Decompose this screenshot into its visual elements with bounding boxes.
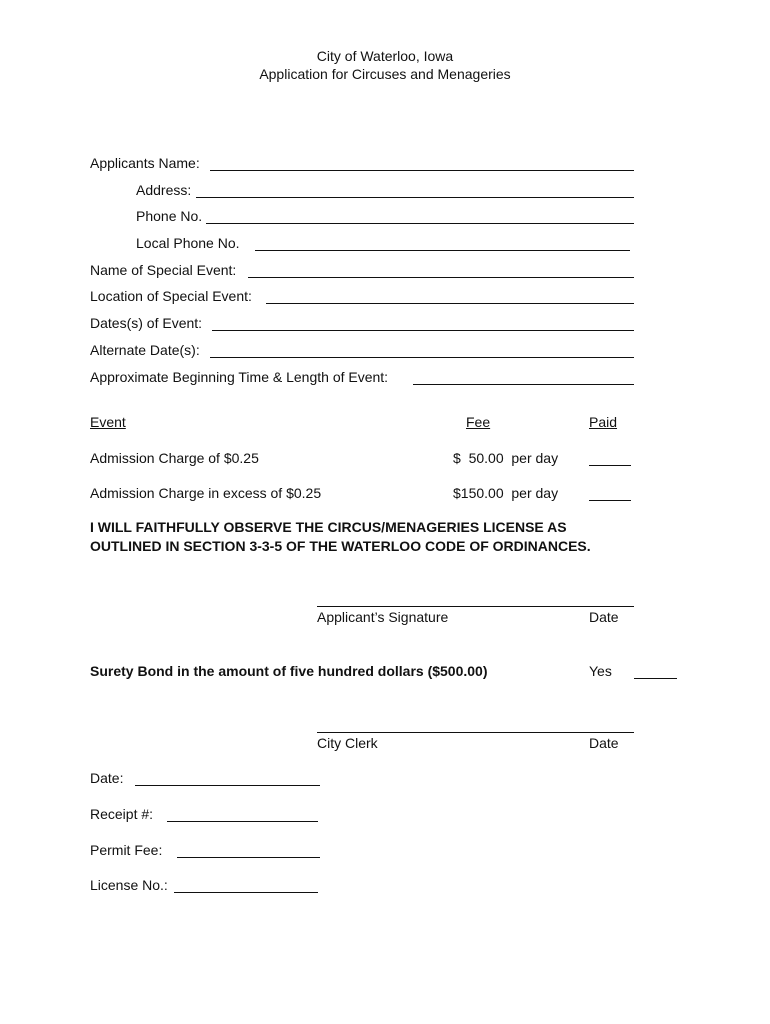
applicants-name-label: Applicants Name:	[90, 155, 200, 171]
office-date-label: Date:	[90, 770, 124, 786]
phone-field[interactable]	[206, 207, 634, 224]
table-header-paid: Paid	[589, 414, 618, 430]
statement-line: OUTLINED IN SECTION 3-3-5 OF THE WATERLOO CODE OF ORDINANCES.	[90, 538, 591, 554]
dates-label: Dates(s) of Event:	[90, 315, 203, 331]
header-city: City of Waterloo, Iowa	[316, 48, 454, 64]
alternate-dates-field[interactable]	[210, 341, 634, 358]
clerk-date-label: Date	[589, 735, 619, 751]
surety-yes-label: Yes	[589, 663, 612, 679]
local-phone-field[interactable]	[255, 234, 630, 251]
time-length-label: Approximate Beginning Time & Length of Event:	[90, 369, 389, 385]
alternate-dates-label: Alternate Date(s):	[90, 342, 200, 358]
applicant-signature-field[interactable]	[317, 590, 634, 607]
page-title: Application for Circuses and Menageries	[259, 66, 511, 82]
city-clerk-signature-field[interactable]	[317, 716, 634, 733]
fee-row-amount: $ 50.00 per day	[453, 450, 559, 466]
applicants-name-field[interactable]	[210, 154, 634, 171]
fee-row-event: Admission Charge of $0.25	[90, 450, 259, 466]
signature-date-label: Date	[589, 609, 619, 625]
local-phone-label: Local Phone No.	[136, 235, 240, 251]
receipt-field[interactable]	[167, 805, 318, 822]
permit-fee-label: Permit Fee:	[90, 842, 163, 858]
license-no-label: License No.:	[90, 877, 168, 893]
surety-bond-text: Surety Bond in the amount of five hundred dollars ($500.00)	[90, 663, 488, 679]
phone-label: Phone No.	[136, 208, 203, 224]
statement-line: I WILL FAITHFULLY OBSERVE THE CIRCUS/MENAGERIES LICENSE AS	[90, 519, 567, 535]
dates-field[interactable]	[212, 314, 634, 331]
address-label: Address:	[136, 182, 192, 198]
fee-row-paid-field[interactable]	[589, 484, 631, 501]
table-header-event: Event	[90, 414, 126, 430]
license-no-field[interactable]	[174, 876, 318, 893]
surety-yes-field[interactable]	[634, 662, 677, 679]
address-field[interactable]	[196, 181, 634, 198]
location-field[interactable]	[266, 287, 634, 304]
event-name-label: Name of Special Event:	[90, 262, 237, 278]
location-label: Location of Special Event:	[90, 288, 252, 304]
fee-row-amount: $150.00 per day	[453, 485, 559, 501]
fee-row-event: Admission Charge in excess of $0.25	[90, 485, 322, 501]
signature-label: Applicant’s Signature	[317, 609, 449, 625]
office-date-field[interactable]	[135, 769, 320, 786]
fee-row-paid-field[interactable]	[589, 449, 631, 466]
city-clerk-label: City Clerk	[317, 735, 378, 751]
permit-fee-field[interactable]	[177, 841, 320, 858]
receipt-label: Receipt #:	[90, 806, 154, 822]
time-length-field[interactable]	[413, 368, 634, 385]
table-header-fee: Fee	[466, 414, 491, 430]
event-name-field[interactable]	[248, 261, 634, 278]
